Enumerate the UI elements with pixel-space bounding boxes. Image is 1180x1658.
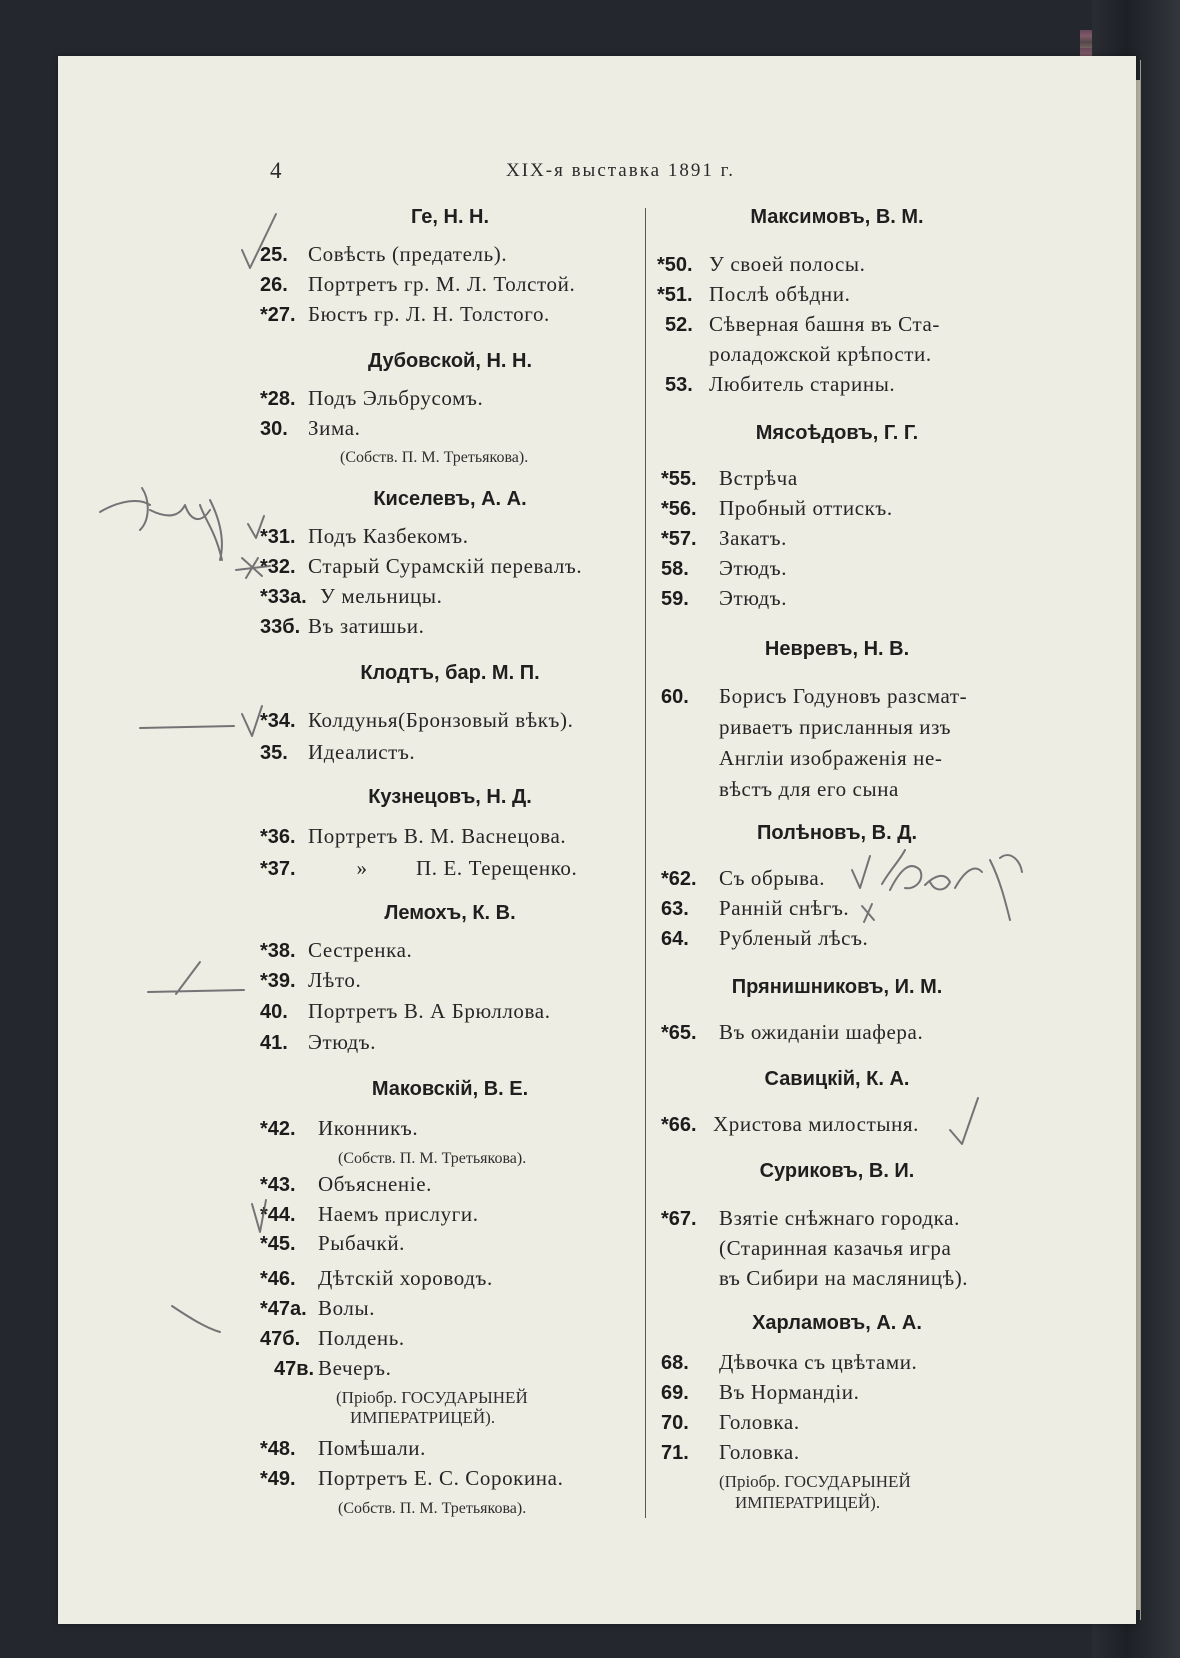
entry-title: Полдень.: [318, 1326, 405, 1350]
catalog-entry: [661, 466, 798, 491]
catalog-entry: [260, 554, 582, 579]
dash-mark-icon: [148, 962, 244, 994]
acquisition-note: ИМПЕРАТРИЦЕЙ).: [350, 1408, 496, 1427]
catalog-entry: [260, 938, 412, 963]
catalog-entry: [260, 1030, 376, 1055]
catalog-entry: [661, 526, 787, 551]
acquisition-note: (Пріобр. ГОСУДАРЫНЕЙ: [336, 1388, 528, 1407]
entry-number: *32.: [260, 556, 296, 578]
checkmark-icon: [852, 856, 870, 888]
entry-number: *66.: [661, 1114, 697, 1136]
entry-title: Дѣтскій хороводъ.: [318, 1266, 493, 1290]
entry-number: *27.: [260, 304, 296, 326]
catalog-entry: [260, 1326, 405, 1351]
entry-number: *46.: [260, 1268, 296, 1290]
entry-number: 70.: [661, 1412, 689, 1434]
catalog-entry: [260, 1116, 418, 1141]
entry-title: Бюстъ гр. Л. Н. Толстого.: [308, 302, 550, 326]
page-header-title: XIX-я выставка 1891 г.: [506, 160, 735, 181]
acquisition-note: ИМПЕРАТРИЦЕЙ).: [735, 1493, 881, 1512]
checkmark-icon: [242, 706, 262, 736]
catalog-entry: [260, 1436, 426, 1461]
catalog-entry: [260, 584, 442, 609]
entry-title: Портретъ В. А Брюллова.: [308, 999, 551, 1023]
entry-number: *45.: [260, 1233, 296, 1255]
entry-number: *67.: [661, 1208, 697, 1230]
entry-title: Совѣсть (предатель).: [308, 242, 508, 266]
entry-continuation: риваетъ присланныя изъ: [719, 715, 952, 739]
catalog-entry: [260, 1296, 375, 1321]
entry-title: Иконникъ.: [318, 1116, 419, 1140]
entry-number: *31.: [260, 526, 296, 548]
entry-title: Объясненіе.: [318, 1172, 432, 1196]
catalog-entry: [661, 1410, 800, 1435]
entry-number: *47а.: [260, 1298, 307, 1320]
artist-heading: Кузнецовъ, Н. Д.: [368, 786, 532, 808]
entry-title: П. Е. Терещенко.: [416, 856, 578, 880]
cross-mark-icon: [862, 904, 874, 922]
entry-title: Съ обрыва.: [719, 866, 826, 890]
entry-number: 40.: [260, 1001, 288, 1023]
entry-number: 41.: [260, 1032, 288, 1054]
entry-number: 52.: [665, 314, 693, 336]
catalog-entry: [260, 1172, 432, 1197]
entry-number: *49.: [260, 1468, 296, 1490]
entry-number: 63.: [661, 898, 689, 920]
entry-number: *43.: [260, 1174, 296, 1196]
entry-number: 68.: [661, 1352, 689, 1374]
artist-heading: Максимовъ, В. М.: [750, 206, 924, 228]
entry-number: 47в.: [274, 1358, 315, 1380]
entry-number: *65.: [661, 1022, 697, 1044]
catalog-entry: [661, 926, 868, 951]
dash-mark-icon: [172, 1306, 220, 1332]
catalog-entry: [274, 1356, 392, 1381]
column-divider: [645, 208, 646, 1518]
catalog-entry: [661, 496, 893, 521]
entry-title: Закатъ.: [719, 526, 787, 550]
entry-title: Помѣшали.: [318, 1436, 427, 1460]
entry-continuation: (Старинная казачья игра: [719, 1236, 952, 1260]
entry-continuation: роладожской крѣпости.: [709, 342, 932, 366]
entry-title: Послѣ обѣдни.: [709, 282, 851, 306]
entry-title: Лѣто.: [308, 968, 362, 992]
entry-number: *62.: [661, 868, 697, 890]
entry-number: *37.: [260, 858, 296, 880]
entry-title: Въ ожиданіи шафера.: [719, 1020, 924, 1044]
entry-title: Взятіе снѣжнаго городка.: [719, 1206, 960, 1230]
entry-title: Борисъ Годуновъ разсмат-: [719, 684, 968, 708]
entry-title: Наемъ прислуги.: [318, 1202, 479, 1226]
catalog-entry: [661, 1440, 800, 1465]
entry-number: *28.: [260, 388, 296, 410]
catalog-entry: [260, 1466, 563, 1491]
catalog-entry: [661, 556, 787, 581]
catalog-entry: [260, 708, 573, 733]
artist-heading: Мясоѣдовъ, Г. Г.: [755, 422, 919, 444]
catalog-entry: [661, 896, 849, 921]
artist-heading: Прянишниковъ, И. М.: [731, 976, 943, 998]
entry-number: *50.: [657, 254, 693, 276]
entry-number: 25.: [260, 244, 288, 266]
catalog-entry: [260, 856, 577, 881]
catalog-entry: [661, 1380, 859, 1405]
entry-number: *36.: [260, 826, 296, 848]
artist-heading: Савицкій, К. А.: [764, 1068, 910, 1090]
artist-heading: Лемохъ, К. В.: [384, 902, 516, 924]
catalog-entry: [657, 252, 865, 277]
catalog-entry: [260, 242, 507, 267]
artist-heading: Киселевъ, А. А.: [373, 488, 527, 510]
entry-title: Колдунья(Бронзовый вѣкъ).: [308, 708, 574, 732]
entry-title: Зима.: [308, 416, 361, 440]
entry-title: Подъ Казбекомъ.: [308, 524, 469, 548]
entry-title: Христова милостыня.: [713, 1112, 920, 1136]
catalog-entry: [260, 740, 415, 765]
entry-continuation: Англіи изображенія не-: [719, 746, 943, 770]
entry-title: Этюдъ.: [719, 586, 788, 610]
entry-title: Портретъ гр. М. Л. Толстой.: [308, 272, 576, 296]
catalog-entry: [661, 684, 967, 709]
entry-number: 71.: [661, 1442, 689, 1464]
catalog-entry: [661, 1206, 960, 1231]
entry-title: Идеалистъ.: [308, 740, 416, 764]
entry-title: Сестренка.: [308, 938, 413, 962]
entry-number: 53.: [665, 374, 693, 396]
page-number: 4: [270, 158, 282, 183]
artist-heading: Суриковъ, В. И.: [759, 1160, 915, 1182]
entry-number: 58.: [661, 558, 689, 580]
entry-number: 30.: [260, 418, 288, 440]
entry-title: Головка.: [719, 1440, 800, 1464]
entry-title: Дѣвочка съ цвѣтами.: [719, 1350, 918, 1374]
entry-number: 59.: [661, 588, 689, 610]
entry-title: Въ Нормандіи.: [719, 1380, 860, 1404]
ownership-note: (Собств. П. М. Третьякова).: [338, 1150, 527, 1167]
entry-number: *57.: [661, 528, 697, 550]
entry-title: Ранній снѣгъ.: [719, 896, 850, 920]
entry-title: Волы.: [318, 1296, 376, 1320]
catalog-entry: [260, 302, 550, 327]
entry-title: У мельницы.: [320, 584, 443, 608]
entry-title: Портретъ В. М. Васнецова.: [308, 824, 567, 848]
catalog-entry: [260, 1202, 479, 1227]
entry-continuation: въ Сибири на масляницѣ).: [719, 1266, 969, 1290]
catalog-entry: [260, 824, 566, 849]
entry-number: *55.: [661, 468, 697, 490]
entry-number: 69.: [661, 1382, 689, 1404]
entry-title: Вечеръ.: [318, 1356, 392, 1380]
entry-number: *33а.: [260, 586, 307, 608]
catalog-entry: [661, 1112, 919, 1137]
entry-number: *39.: [260, 970, 296, 992]
artist-heading: Клодтъ, бар. М. П.: [360, 662, 540, 684]
entry-title: Въ затишьи.: [308, 614, 425, 638]
entry-title: Головка.: [719, 1410, 800, 1434]
checkmark-icon: [950, 1098, 978, 1144]
catalog-entry: [260, 386, 483, 411]
entry-title: Рыбачкй.: [318, 1231, 406, 1255]
entry-title: Этюдъ.: [308, 1030, 377, 1054]
artist-heading: Ге, Н. Н.: [410, 206, 490, 228]
artist-heading: Харламовъ, А. А.: [752, 1312, 922, 1334]
ditto-mark: »: [356, 856, 368, 880]
entry-title: Сѣверная башня въ Ста-: [709, 312, 940, 336]
entry-number: *42.: [260, 1118, 296, 1140]
entry-number: 64.: [661, 928, 689, 950]
entry-number: *48.: [260, 1438, 296, 1460]
ownership-note: (Собств. П. М. Третьякова).: [338, 1500, 527, 1517]
entry-number: 35.: [260, 742, 288, 764]
acquisition-note: (Пріобр. ГОСУДАРЫНЕЙ: [719, 1472, 911, 1491]
entry-title: Пробный оттискъ.: [719, 496, 893, 520]
catalog-entry: [260, 968, 361, 993]
catalog-entry: [665, 312, 940, 337]
entry-number: *38.: [260, 940, 296, 962]
entry-number: *56.: [661, 498, 697, 520]
catalog-entry: [260, 614, 424, 639]
entry-title: Старый Сурамскій перевалъ.: [308, 554, 583, 578]
catalog-entry: [665, 372, 895, 397]
dash-mark-icon: [140, 726, 234, 728]
artist-heading: Маковскій, В. Е.: [371, 1078, 529, 1100]
catalog-entry: [661, 866, 825, 891]
entry-number: 60.: [661, 686, 689, 708]
catalog-entry: [661, 1350, 917, 1375]
entry-title: У своей полосы.: [709, 252, 866, 276]
entry-title: Рубленый лѣсъ.: [719, 926, 869, 950]
entry-number: *51.: [657, 284, 693, 306]
entry-number: *34.: [260, 710, 296, 732]
handwritten-scribble: [100, 488, 222, 560]
catalog-entry: [657, 282, 850, 307]
entry-number: 33б.: [260, 616, 301, 638]
artist-heading: Дубовской, Н. Н.: [367, 350, 533, 372]
entry-number: 26.: [260, 274, 288, 296]
catalog-entry: [260, 272, 575, 297]
catalog-entry: [260, 416, 360, 441]
artist-heading: Полѣновъ, В. Д.: [757, 822, 917, 844]
catalog-entry: [260, 999, 551, 1024]
entry-title: Любитель старины.: [709, 372, 896, 396]
catalog-entry: [260, 1231, 405, 1256]
ownership-note: (Собств. П. М. Третьякова).: [340, 449, 529, 466]
entry-title: Подъ Эльбрусомъ.: [308, 386, 484, 410]
catalog-entry: [661, 1020, 923, 1045]
catalog-entry: [260, 524, 469, 549]
entry-title: Портретъ Е. С. Сорокина.: [318, 1466, 564, 1490]
catalog-entry: [260, 1266, 493, 1291]
entry-title: Этюдъ.: [719, 556, 788, 580]
handwritten-scribble: [882, 850, 1022, 920]
entry-continuation: вѣстъ для его сына: [719, 777, 899, 801]
entry-number: 47б.: [260, 1328, 301, 1350]
entry-number: *44.: [260, 1204, 296, 1226]
catalog-entry: [661, 586, 787, 611]
artist-heading: Невревъ, Н. В.: [764, 638, 910, 660]
entry-title: Встрѣча: [719, 466, 798, 490]
